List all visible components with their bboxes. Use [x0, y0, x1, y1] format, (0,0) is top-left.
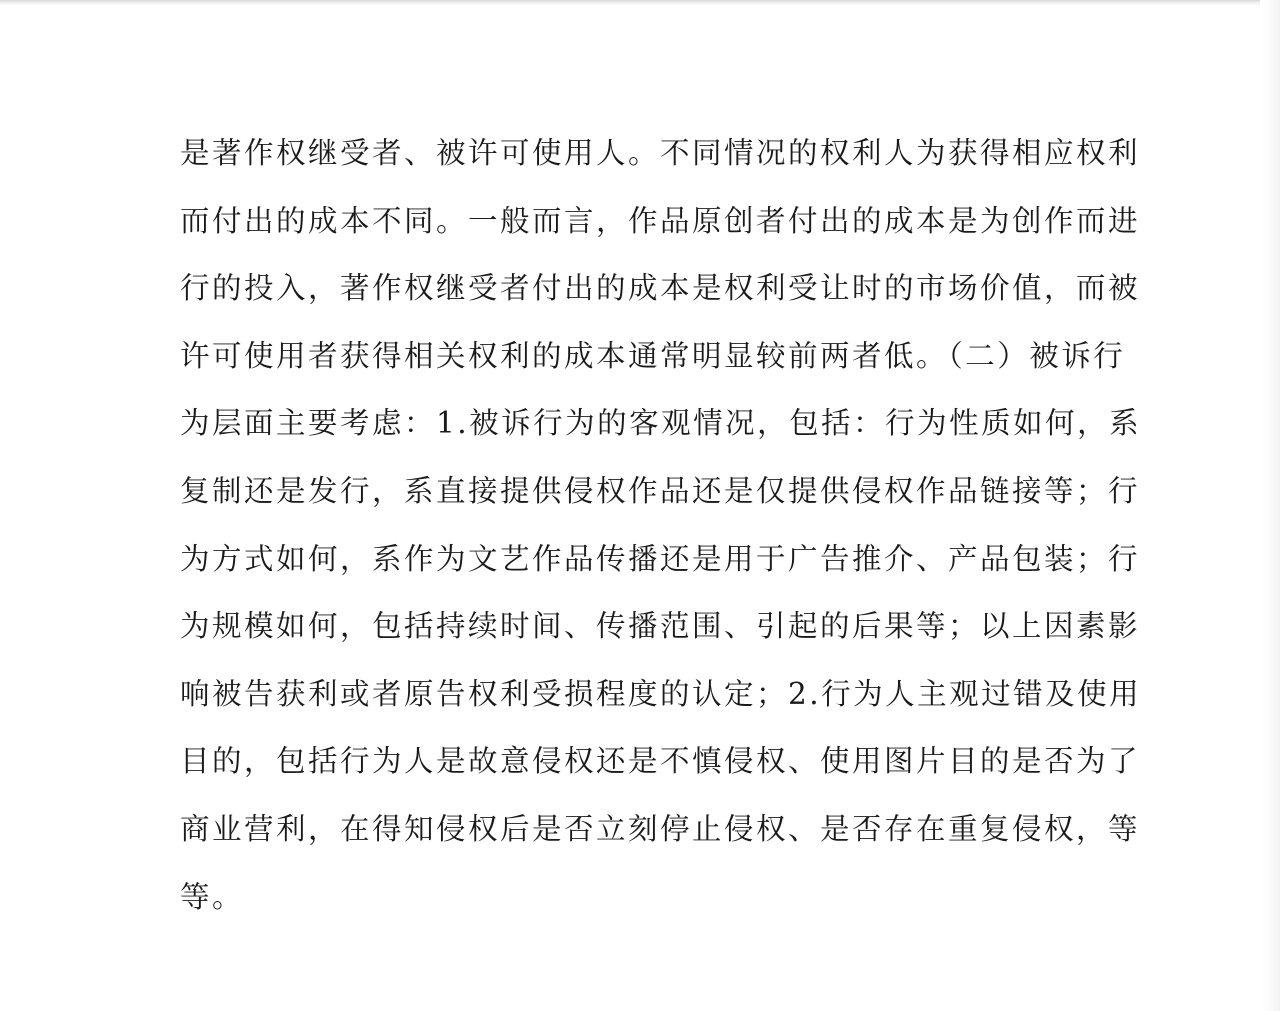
scan-right-edge	[1260, 0, 1280, 1011]
text-line: 为层面主要考虑：1.被诉行为的客观情况，包括：行为性质如何，系	[180, 406, 1142, 441]
text-line: 复制还是发行，系直接提供侵权作品还是仅提供侵权作品链接等；行	[180, 473, 1141, 508]
text-line: 是著作权继受者、被许可使用人。不同情况的权利人为获得相应权利	[180, 136, 1141, 170]
text-line: 目的，包括行为人是故意侵权还是不慎侵权、使用图片目的是否为了	[180, 744, 1141, 779]
text-line: 为规模如何，包括持续时间、传播范围、引起的后果等；以上因素影	[180, 609, 1141, 644]
text-line: 为方式如何，系作为文艺作品传播还是用于广告推介、产品包装；行	[180, 541, 1141, 576]
text-line: 而付出的成本不同。一般而言，作品原创者付出的成本是为创作而进	[180, 203, 1141, 238]
text-line: 行的投入，著作权继受者付出的成本是权利受让时的市场价值，而被	[180, 271, 1141, 306]
text-line: 等。	[180, 879, 245, 914]
body-paragraph	[180, 120, 1142, 931]
text-line: 商业营利，在得知侵权后是否立刻停止侵权、是否存在重复侵权，等	[180, 811, 1141, 846]
text-line: 许可使用者获得相关权利的成本通常明显较前两者低。（二）被诉行	[180, 338, 1126, 373]
text-line: 响被告获利或者原告权利受损程度的认定；2.行为人主观过错及使用	[180, 676, 1142, 711]
scan-top-edge	[0, 0, 1280, 6]
